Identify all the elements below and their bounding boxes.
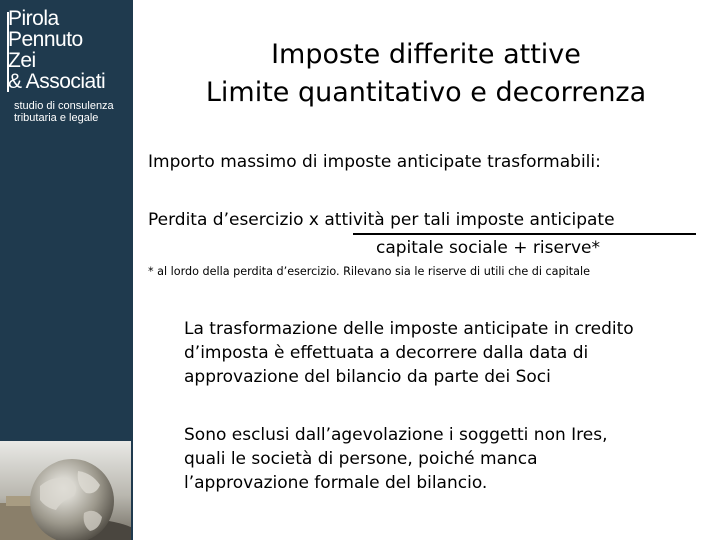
- globe-icon: [0, 441, 131, 540]
- logo: [8, 8, 105, 92]
- paragraph: [184, 423, 714, 495]
- logo-sub-line: tributaria e legale: [14, 112, 99, 124]
- paragraph-line: l’approvazione formale del bilancio.: [184, 473, 488, 493]
- paragraph-line: quali le società di persone, poiché manca: [184, 449, 538, 469]
- title-line-2: Limite quantitativo e decorrenza: [205, 77, 647, 108]
- paragraph-line: approvazione del bilancio da parte dei Soci: [184, 367, 551, 387]
- footnote: * al lordo della perdita d’esercizio. Rilevano sia le riserve di utili che di capitale: [148, 265, 590, 278]
- intro-text: Importo massimo di imposte anticipate trasformabili:: [148, 152, 601, 172]
- formula-numerator: Perdita d’esercizio x attività per tali imposte anticipate: [148, 210, 615, 230]
- paragraph-line: d’imposta è effettuata a decorrere dalla data di: [184, 343, 589, 363]
- logo-line: Zei: [8, 49, 36, 72]
- fraction-line: [353, 233, 696, 235]
- sidebar: [0, 0, 133, 540]
- paragraph: [184, 317, 714, 389]
- logo-sub-line: studio di consulenza: [14, 100, 114, 112]
- page-title: [150, 36, 702, 112]
- paragraph-line: Sono esclusi dall’agevolazione i soggetti non Ires,: [184, 425, 608, 445]
- globe-image: [0, 441, 131, 540]
- logo-line: Pirola: [8, 7, 59, 30]
- formula-denominator: capitale sociale + riserve*: [376, 238, 600, 258]
- logo-line: Pennuto: [8, 28, 83, 51]
- logo-line: & Associati: [8, 70, 106, 93]
- title-line-1: Imposte differite attive: [271, 39, 581, 70]
- paragraph-line: La trasformazione delle imposte anticipate in credito: [184, 319, 634, 339]
- logo-subtitle: [14, 100, 114, 124]
